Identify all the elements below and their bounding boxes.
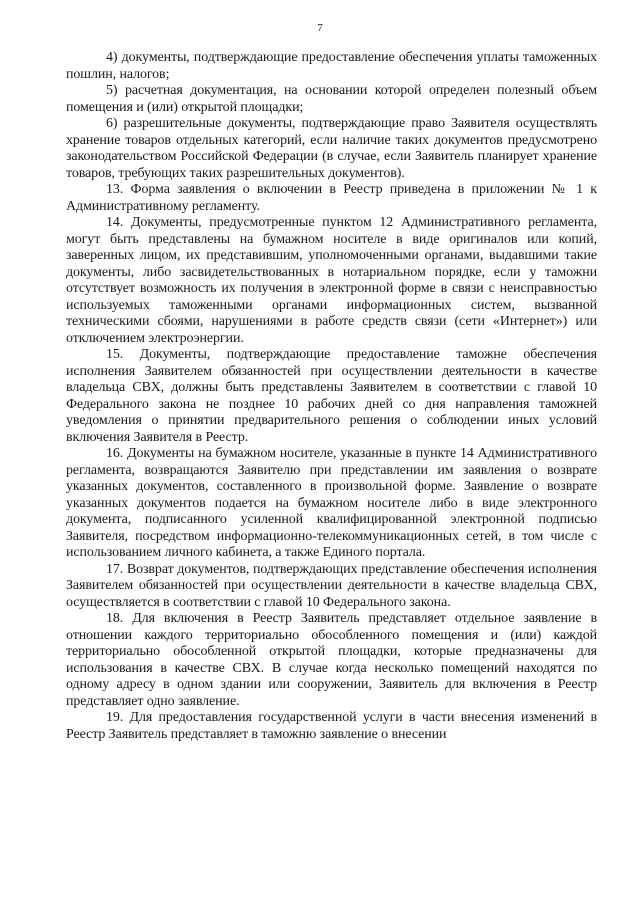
paragraph-item-6: 6) разрешительные документы, подтверждающие право Заявителя осуществлять хранение товаров отдельных категорий, если наличие таких документов предусмотрено законодательством Российской Федерации (в случае, если Заявитель планирует хранение товаров, требующих таких разрешительных документов). — [66, 116, 597, 181]
paragraph-14: 14. Документы, предусмотренные пунктом 12 Административного регламента, могут быть представлены на бумажном носителе в виде оригиналов или копий, заверенных лицом, их представившим, уполномоченными органами, выдавшими такие документы, либо засвидетельствованных в нотариальном порядке, если у таможни отсутствует возможность их получения в электронной форме в связи с неисправностью используемых таможенными органами информационных систем, вызванной техническими сбоями, нарушениями в работе средств связи (сети «Интернет») или отключением электроэнергии. — [66, 215, 597, 346]
paragraph-15: 15. Документы, подтверждающие предоставление таможне обеспечения исполнения Заявителем обязанностей при осуществлении деятельности в качестве владельца СВХ, должны быть представлены Заявителем в соответствии с главой 10 Федерального закона не позднее 10 рабочих дней со дня направления таможней уведомления о принятии предварительного решения о соблюдении иных условий включения Заявителя в Реестр. — [66, 347, 597, 445]
paragraph-17: 17. Возврат документов, подтверждающих представление обеспечения исполнения Заявителем обязанностей при осуществлении деятельности в качестве владельца СВХ, осуществляется в соответствии с главой 10 Федерального закона. — [66, 561, 597, 610]
document-body — [66, 50, 597, 743]
page-number: 7 — [317, 22, 323, 34]
paragraph-13: 13. Форма заявления о включении в Реестр приведена в приложении № 1 к Административному регламенту. — [66, 182, 597, 214]
paragraph-19: 19. Для предоставления государственной услуги в части внесения изменений в Реестр Заявитель представляет в таможню заявление о внесении — [66, 710, 597, 742]
paragraph-16: 16. Документы на бумажном носителе, указанные в пункте 14 Административного регламента, возвращаются Заявителю при представлении им заявления о возврате указанных документов, составленного в произвольной форме. Заявление о возврате указанных документов подается на бумажном носителе либо в виде электронного документа, подписанного усиленной квалифицированной электронной подписью Заявителя, посредством информационно-телекоммуникационных сетей, в том числе с использованием личного кабинета, а также Единого портала. — [66, 446, 597, 560]
paragraph-item-5: 5) расчетная документация, на основании которой определен полезный объем помещения и (или) открытой площадки; — [66, 83, 597, 115]
paragraph-item-4: 4) документы, подтверждающие предоставление обеспечения уплаты таможенных пошлин, налогов; — [66, 50, 597, 82]
paragraph-18: 18. Для включения в Реестр Заявитель представляет отдельное заявление в отношении каждого территориально обособленного помещения и (или) каждой территориально обособленной открытой площадки, которые предназначены для использования в качестве СВХ. В случае когда несколько помещений находятся по одному адресу в одном здании или сооружении, Заявитель для включения в Реестр представляет одно заявление. — [66, 611, 597, 709]
